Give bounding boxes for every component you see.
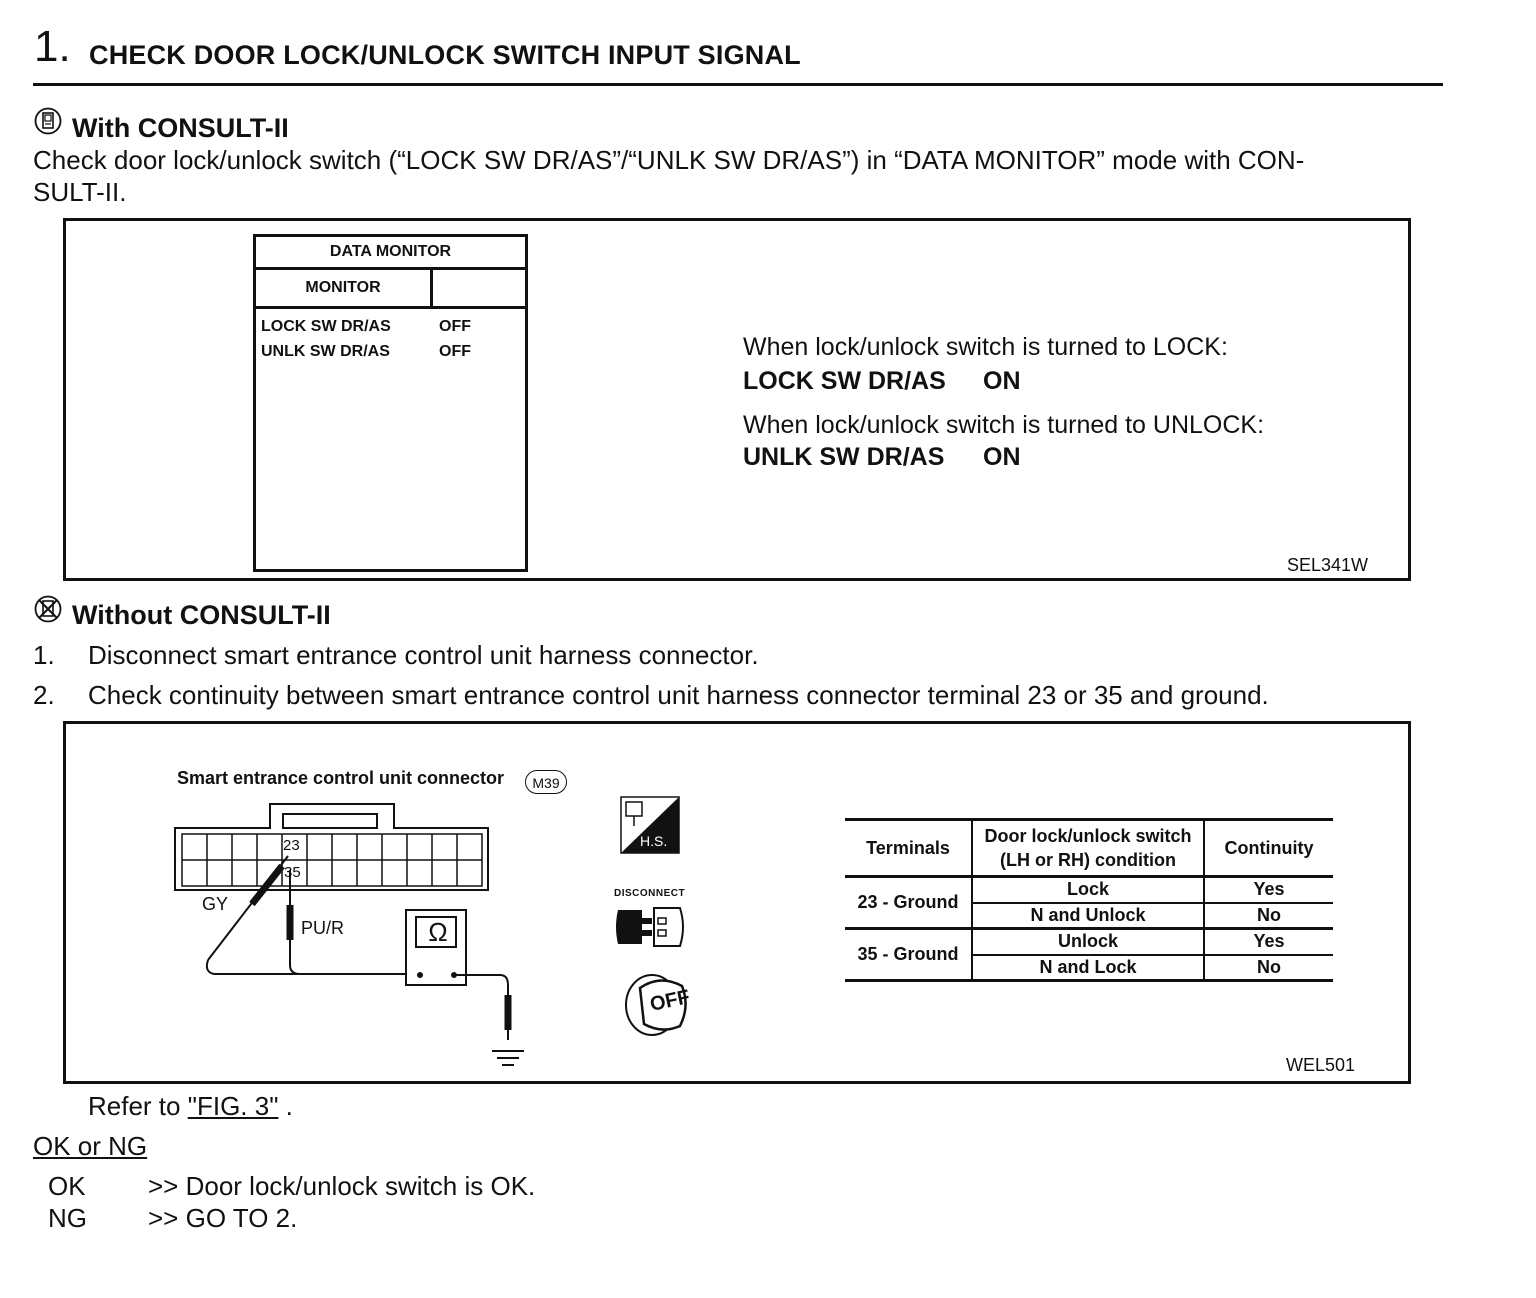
- with-consult-text-line1: Check door lock/unlock switch (“LOCK SW DR/AS”/“UNLK SW DR/AS”) in “DATA MONITOR” mode with CON-: [33, 145, 1305, 175]
- refer-prefix: Refer to: [88, 1091, 181, 1121]
- figure-id: WEL501: [1286, 1055, 1356, 1075]
- with-consult-heading: With CONSULT-II: [72, 113, 289, 143]
- figure-data-monitor: [63, 218, 1411, 581]
- condition-lock-when: When lock/unlock switch is turned to LOCK:: [743, 333, 1228, 361]
- connector-label: Smart entrance control unit connector: [177, 768, 505, 788]
- step-title: CHECK DOOR LOCK/UNLOCK SWITCH INPUT SIGNAL: [89, 40, 801, 70]
- step-1-text: Disconnect smart entrance control unit harness connector.: [88, 640, 759, 670]
- header-condition: [972, 820, 1204, 877]
- step-2-number: 2.: [33, 680, 55, 710]
- condition-lock: Lock: [972, 877, 1204, 903]
- without-consult-heading: Without CONSULT-II: [72, 600, 331, 630]
- condition-lock-value: ON: [983, 367, 1021, 395]
- ok-label: OK: [48, 1171, 86, 1201]
- wire-gy-label: GY: [202, 894, 229, 914]
- terminal-35-label: 35: [284, 864, 301, 881]
- connector-code-badge: M39: [525, 770, 567, 794]
- continuity-table: [845, 818, 1333, 982]
- condition-n-and-unlock: N and Unlock: [972, 903, 1204, 929]
- ohm-symbol: Ω: [428, 917, 448, 947]
- step-number: 1.: [34, 22, 71, 71]
- condition-unlock-value: ON: [983, 443, 1021, 471]
- condition-lock-item: LOCK SW DR/AS: [743, 367, 946, 395]
- monitor-item-lock: LOCK SW DR/AS: [261, 318, 391, 335]
- condition-n-and-lock: N and Lock: [972, 955, 1204, 981]
- continuity-yes: Yes: [1253, 931, 1285, 952]
- title-rule: [33, 83, 1443, 86]
- step-2-text: Check continuity between smart entrance control unit harness connector terminal 23 or 35 and ground.: [88, 680, 1269, 710]
- monitor-column-header: MONITOR: [256, 270, 433, 309]
- disconnect-label: DISCONNECT: [614, 888, 686, 899]
- no-consult-icon: [34, 595, 62, 623]
- hs-label: H.S.: [640, 833, 668, 849]
- condition-unlock: Unlock: [972, 929, 1204, 955]
- fig3-link[interactable]: "FIG. 3": [187, 1091, 279, 1121]
- header-terminals: Terminals: [845, 820, 972, 877]
- data-monitor-header: DATA MONITOR: [256, 237, 525, 270]
- terminals-35-ground: 35 - Ground: [845, 929, 972, 981]
- step-1-number: 1.: [33, 640, 55, 670]
- wire-pur-label: PU/R: [301, 918, 345, 938]
- terminals-23-ground: 23 - Ground: [845, 877, 972, 929]
- data-monitor-screen: [253, 234, 528, 572]
- with-consult-text-line2: SULT-II.: [33, 177, 127, 207]
- monitor-value-lock: OFF: [439, 318, 471, 335]
- ok-text: >> Door lock/unlock switch is OK.: [148, 1171, 536, 1201]
- monitor-item-unlock: UNLK SW DR/AS: [261, 343, 390, 360]
- condition-unlock-item: UNLK SW DR/AS: [743, 443, 945, 471]
- header-condition-line1: Door lock/unlock switch: [984, 826, 1192, 846]
- connector-latch: [283, 814, 377, 828]
- table-row: [845, 929, 1333, 955]
- figure-id: SEL341W: [1287, 555, 1369, 575]
- condition-unlock-when: When lock/unlock switch is turned to UNLOCK:: [743, 411, 1265, 439]
- ok-ng-heading: OK or NG: [33, 1131, 148, 1161]
- ng-text: >> GO TO 2.: [148, 1203, 298, 1233]
- consult-icon: [34, 107, 62, 135]
- off-label: OFF: [648, 986, 692, 1016]
- value-column-header: [433, 270, 525, 309]
- terminal-23-label: 23: [283, 837, 300, 854]
- continuity-no: No: [1257, 956, 1281, 977]
- refer-line: [88, 1090, 293, 1122]
- disconnect-icon: [614, 902, 686, 952]
- continuity-yes: Yes: [1253, 879, 1285, 900]
- connector-wiring-diagram: [170, 800, 530, 1075]
- header-condition-line2: (LH or RH) condition: [1000, 850, 1176, 870]
- refer-suffix: .: [285, 1091, 293, 1121]
- table-row: [845, 877, 1333, 903]
- monitor-value-unlock: OFF: [439, 343, 471, 360]
- ng-label: NG: [48, 1203, 87, 1233]
- header-continuity: Continuity: [1224, 837, 1314, 858]
- continuity-no: No: [1257, 904, 1281, 925]
